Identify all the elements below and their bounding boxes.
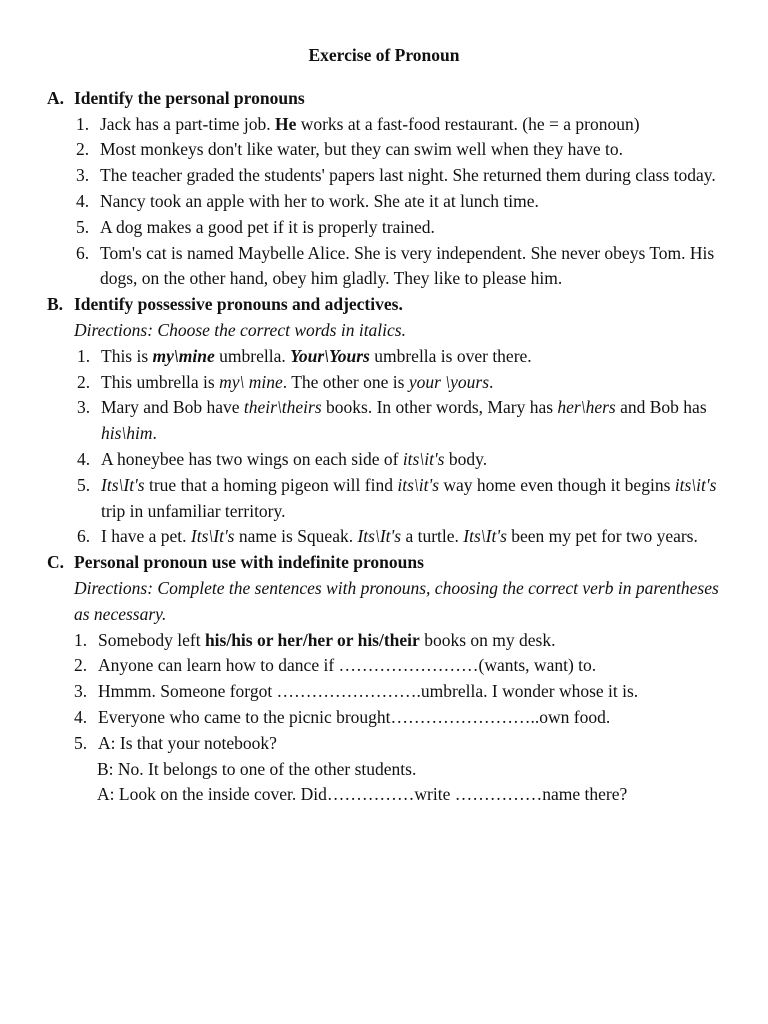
item-number: 3. [74,681,88,702]
word-choice: Its\It's [101,474,145,495]
bold-pronoun: He [274,113,297,134]
text-run: Somebody left [98,629,205,650]
text-run: a turtle. [401,526,464,547]
text-run: Jack has a part-time job. [100,113,275,134]
item-text: Anyone can learn how to dance if ……………………(wants, want) to. [98,655,597,676]
text-run: umbrella. [214,345,291,366]
word-choice: Its\It's [357,526,402,547]
list-item [74,705,728,731]
item-text [98,628,728,654]
item-number: 4. [76,190,90,211]
item-number: 3. [76,165,90,186]
section-letter: B. [47,294,64,315]
item-text [101,524,728,550]
text-run: works at a fast-food restaurant. (he = a pronoun) [296,113,640,134]
list-item [77,524,728,550]
text-run: and Bob has [615,397,707,418]
text-run: . [489,371,494,392]
list-item [76,215,728,241]
section-title: Personal pronoun use with indefinite pronouns [74,552,424,573]
text-run: A honeybee has two wings on each side of [101,448,403,469]
text-run: been my pet for two years. [506,526,698,547]
text-run: This is [101,345,153,366]
list-item [74,628,728,654]
item-number: 5. [77,474,91,495]
item-text: Tom's cat is named Maybelle Alice. She is very independent. She never obeys Tom. His dogs, on the other hand, obey him gladly. They like to please him. [100,242,715,289]
item-text [101,344,728,370]
section-b-directions: Directions: Choose the correct words in italics. [74,319,406,340]
list-item [77,395,728,447]
list-item [77,447,728,473]
text-run: trip in unfamiliar territory. [101,500,286,521]
item-text: A dog makes a good pet if it is properly trained. [100,216,435,237]
list-item [77,370,728,396]
text-run: . [152,423,157,444]
item-number: 2. [77,371,91,392]
text-run: I have a pet. [101,526,191,547]
list-item [74,731,728,757]
list-item [76,137,728,163]
text-run: way home even though it begins [439,474,675,495]
section-b-list [0,344,768,550]
list-item [77,473,728,525]
item-number: 6. [77,526,91,547]
item-text [100,112,728,138]
list-item [76,112,728,138]
item-text: Most monkeys don't like water, but they can swim well when they have to. [100,139,623,160]
word-choice: their\theirs [243,397,322,418]
item-number: 4. [77,448,91,469]
text-run: true that a homing pigeon will find [144,474,398,495]
section-a-list [0,112,768,293]
section-c-heading [47,550,768,576]
text-run: This umbrella is [101,371,220,392]
list-item [76,189,728,215]
item-text: A: Is that your notebook? [98,732,277,753]
item-number: 4. [74,706,88,727]
item-text [101,395,728,447]
section-b-heading [47,292,768,318]
list-item [76,241,728,293]
item-text [101,447,728,473]
word-choice: Your\Yours [290,345,370,366]
section-c-list [0,628,768,757]
text-run: . The other one is [282,371,409,392]
item-number: 2. [76,139,90,160]
text-run: body. [444,448,488,469]
text-run: name is Squeak. [234,526,358,547]
text-run: Mary and Bob have [101,397,244,418]
bold-answer: his/his or her/her or his/their [204,629,420,650]
item-number: 6. [76,242,90,263]
word-choice: her\hers [557,397,616,418]
item-number: 3. [77,397,91,418]
item-number: 5. [76,216,90,237]
section-title: Identify possessive pronouns and adjectives. [74,294,403,315]
section-letter: A. [47,87,65,108]
section-a-heading [47,86,768,112]
list-item [76,163,728,189]
list-item [74,653,728,679]
item-number: 1. [77,345,91,366]
item-number: 2. [74,655,88,676]
dialogue-line: A: Look on the inside cover. Did……………write ……………name there? [97,784,628,805]
word-choice: my\mine [152,345,215,366]
section-letter: C. [47,552,65,573]
text-run: umbrella is over there. [369,345,532,366]
word-choice: Its\It's [190,526,235,547]
word-choice: its\it's [402,448,445,469]
item-text: Hmmm. Someone forgot …………………….umbrella. I wonder whose it is. [98,681,639,702]
list-item [74,679,728,705]
section-c-directions: Directions: Complete the sentences with pronouns, choosing the correct verb in parentheses as necessary. [74,577,719,624]
item-number: 1. [76,113,90,134]
page-title: Exercise of Pronoun [308,45,460,65]
word-choice: its\it's [397,474,440,495]
item-text: Nancy took an apple with her to work. She ate it at lunch time. [100,190,539,211]
word-choice: Its\It's [463,526,507,547]
section-title: Identify the personal pronouns [74,87,305,108]
item-number: 5. [74,732,88,753]
word-choice: your \yours [408,371,490,392]
word-choice: its\it's [674,474,717,495]
list-item [77,344,728,370]
text-run: books on my desk. [419,629,556,650]
word-choice: my\ mine [219,371,283,392]
item-text [101,370,728,396]
word-choice: his\him [101,423,153,444]
text-run: books. In other words, Mary has [321,397,558,418]
item-number: 1. [74,629,88,650]
item-text [101,473,728,525]
item-text: The teacher graded the students' papers last night. She returned them during class today. [100,165,716,186]
item-text: Everyone who came to the picnic brought……………………..own food. [98,706,611,727]
dialogue-line: B: No. It belongs to one of the other students. [97,758,417,779]
